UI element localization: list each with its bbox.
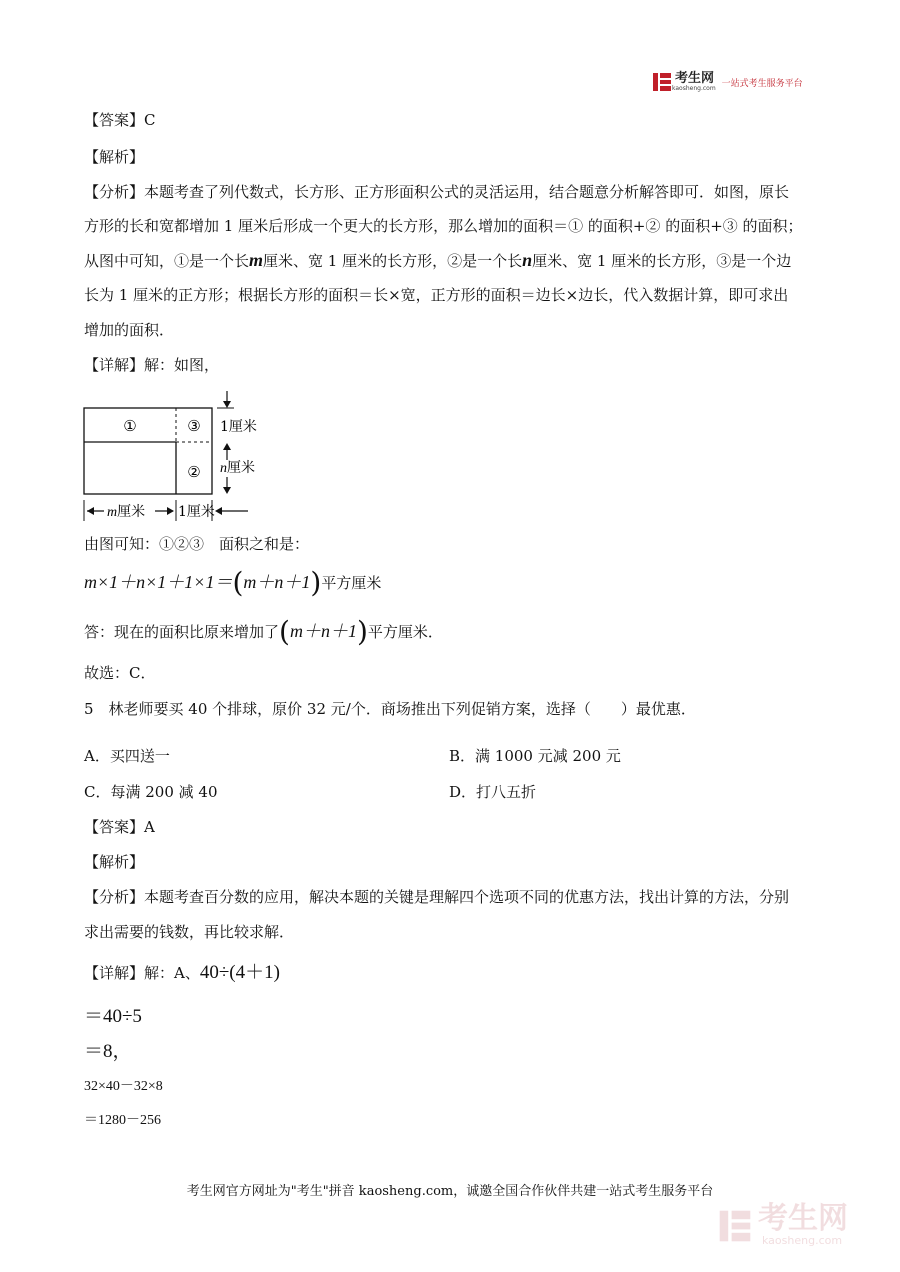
q4-analysis-seg-a: 从图中可知，①是一个长	[84, 252, 250, 270]
q5-analysis-heading: 【解析】	[84, 853, 145, 871]
q5-analysis-line-1: 【分析】本题考查百分数的应用，解决本题的关键是理解四个选项不同的优惠方法，找出计算的方法，分别	[84, 888, 790, 906]
formula-paren: m＋n＋1	[243, 572, 311, 592]
q5-step-4: ＝1280－256	[84, 1113, 161, 1128]
q4-analysis-line-5: 增加的面积．	[84, 321, 175, 339]
q4-fig-line: 由图可知：①②③ 面积之和是：	[84, 535, 310, 553]
logo-domain: kaosheng.com	[672, 85, 716, 92]
q4-answer-text: 答：现在的面积比原来增加了(m＋n＋1)平方厘米．	[84, 615, 443, 648]
q5-stem: 5 林老师要买 40 个排球，原价 32 元/个．商场推出下列促销方案，选择（ ）最优惠．	[84, 700, 696, 718]
q5-option-d: D．打八五折	[449, 783, 537, 801]
var-n: n	[522, 250, 533, 270]
answer-prefix: 答：现在的面积比原来增加了	[84, 623, 280, 641]
q5-analysis-line-2: 求出需要的钱数，再比较求解．	[84, 923, 295, 941]
top-arrow-head	[223, 401, 231, 408]
q5-option-a: A．买四送一	[84, 747, 170, 765]
area-diagram	[78, 385, 278, 525]
region-3-label: ③	[187, 417, 201, 435]
kaosheng-logo-icon	[652, 72, 672, 92]
formula-unit: 平方厘米	[321, 574, 382, 592]
q4-answer: 【答案】C	[84, 111, 156, 129]
right-1cm-label: 1厘米	[220, 419, 257, 435]
var-m: m	[249, 250, 264, 270]
q5-answer: 【答案】A	[84, 818, 155, 836]
q4-analysis-line-2: 方形的长和宽都增加 1 厘米后形成一个更大的长方形，那么增加的面积＝① 的面积+② 的面积+③ 的面积；	[84, 217, 803, 235]
m-arrow-left-head	[87, 507, 94, 515]
answer-paren: m＋n＋1	[289, 621, 357, 641]
formula-prefix: m×1＋n×1＋1×1＝	[84, 572, 233, 592]
q5-option-b: B．满 1000 元减 200 元	[449, 747, 621, 765]
bottom-1cm-label: 1厘米	[178, 504, 215, 520]
n-arrow-up-head	[223, 443, 231, 450]
m-arrow-right-head	[167, 507, 174, 515]
n-label: n厘米	[220, 460, 255, 476]
q4-analysis-line-4: 长为 1 厘米的正方形；根据长方形的面积＝长×宽，正方形的面积＝边长×边长，代入数据计算，即可求出	[84, 286, 789, 304]
q5-step-1: ＝40÷5	[84, 1006, 142, 1027]
watermark-name: 考生网	[758, 1201, 848, 1236]
logo-slogan: 一站式考生服务平台	[721, 78, 803, 89]
q5-detail-prefix: 【详解】解：A、	[84, 964, 200, 982]
watermark-logo-icon	[718, 1209, 752, 1243]
region-1-label: ①	[123, 417, 137, 435]
q4-analysis-seg-c: 厘米、宽 1 厘米的长方形，③是一个边	[532, 252, 792, 270]
footer-text: 考生网官方网址为"考生"拼音 kaosheng.com，诚邀全国合作伙伴共建一站式考生服务平台	[186, 1184, 714, 1199]
q5-step-2: ＝8，	[84, 1041, 132, 1062]
q5-step-3: 32×40－32×8	[84, 1079, 163, 1094]
n-arrow-down-head	[223, 487, 231, 494]
logo-name: 考生网	[675, 71, 715, 86]
m-label: m厘米	[107, 504, 146, 520]
answer-suffix: 平方厘米．	[367, 623, 443, 641]
q5-option-c: C．每满 200 减 40	[84, 783, 218, 801]
q4-formula: m×1＋n×1＋1×1＝(m＋n＋1)平方厘米	[84, 566, 382, 599]
q4-analysis-seg-b: 厘米、宽 1 厘米的长方形，②是一个长	[263, 252, 523, 270]
q4-choice: 故选：C．	[84, 664, 156, 682]
watermark	[718, 1201, 848, 1247]
q5-detail-expr: 40÷(4＋1)	[199, 962, 280, 983]
q4-analysis-heading: 【解析】	[84, 148, 145, 166]
q4-detail-intro: 【详解】解：如图，	[84, 356, 220, 374]
region-2-label: ②	[187, 463, 201, 481]
q4-analysis-line-1: 【分析】本题考查了列代数式，长方形、正方形面积公式的灵活运用，结合题意分析解答即可．如图，原长	[84, 183, 790, 201]
watermark-domain: kaosheng.com	[762, 1234, 843, 1247]
header-logo	[652, 72, 803, 92]
bottom-right-arrow-head	[215, 507, 222, 515]
q4-analysis-line-3	[84, 250, 791, 271]
q5-detail	[84, 963, 280, 983]
